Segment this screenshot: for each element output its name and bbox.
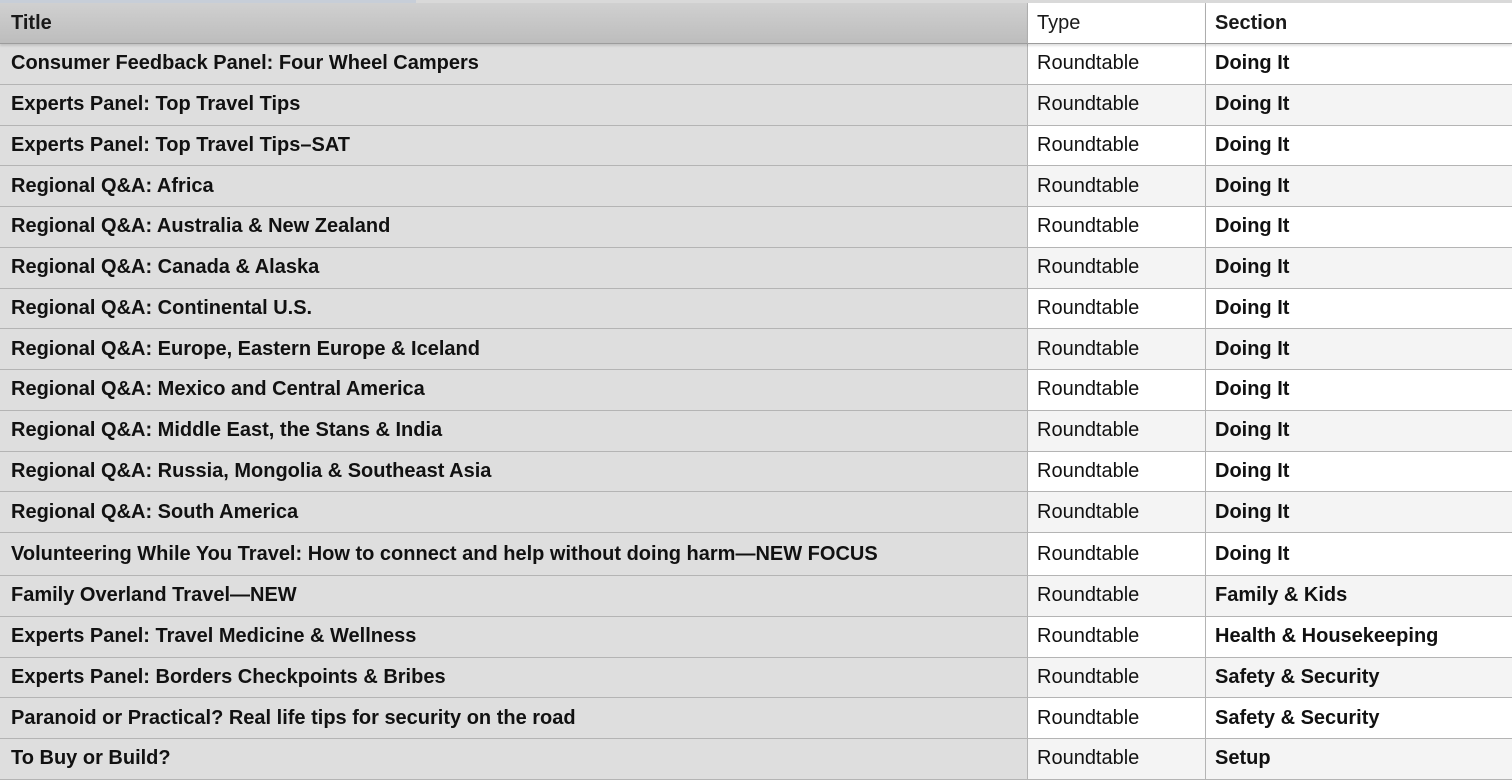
type-cell[interactable]: Roundtable	[1028, 207, 1206, 248]
type-cell[interactable]: Roundtable	[1028, 533, 1206, 576]
type-cell[interactable]: Roundtable	[1028, 698, 1206, 739]
section-cell[interactable]: Doing It	[1206, 452, 1512, 493]
section-cell[interactable]: Doing It	[1206, 370, 1512, 411]
section-cell[interactable]: Family & Kids	[1206, 576, 1512, 617]
section-cell[interactable]: Doing It	[1206, 411, 1512, 452]
title-cell[interactable]: To Buy or Build?	[0, 739, 1028, 780]
section-cell[interactable]: Doing It	[1206, 492, 1512, 533]
type-cell[interactable]: Roundtable	[1028, 370, 1206, 411]
section-cell[interactable]: Setup	[1206, 739, 1512, 780]
title-cell[interactable]: Experts Panel: Borders Checkpoints & Bribes	[0, 658, 1028, 699]
column-header-section[interactable]: Section	[1206, 3, 1512, 44]
type-cell[interactable]: Roundtable	[1028, 126, 1206, 167]
title-cell[interactable]: Regional Q&A: Russia, Mongolia & Southeast Asia	[0, 452, 1028, 493]
title-cell[interactable]: Consumer Feedback Panel: Four Wheel Campers	[0, 44, 1028, 85]
column-header-title[interactable]: Title	[0, 3, 1028, 44]
type-cell[interactable]: Roundtable	[1028, 85, 1206, 126]
type-cell[interactable]: Roundtable	[1028, 411, 1206, 452]
title-cell[interactable]: Experts Panel: Top Travel Tips–SAT	[0, 126, 1028, 167]
section-cell[interactable]: Doing It	[1206, 166, 1512, 207]
title-cell[interactable]: Regional Q&A: Canada & Alaska	[0, 248, 1028, 289]
section-cell[interactable]: Doing It	[1206, 207, 1512, 248]
section-cell[interactable]: Doing It	[1206, 126, 1512, 167]
section-cell[interactable]: Health & Housekeeping	[1206, 617, 1512, 658]
title-cell[interactable]: Regional Q&A: Australia & New Zealand	[0, 207, 1028, 248]
title-cell[interactable]: Regional Q&A: South America	[0, 492, 1028, 533]
type-cell[interactable]: Roundtable	[1028, 658, 1206, 699]
type-cell[interactable]: Roundtable	[1028, 166, 1206, 207]
title-cell[interactable]: Regional Q&A: Continental U.S.	[0, 289, 1028, 330]
title-cell[interactable]: Paranoid or Practical? Real life tips for security on the road	[0, 698, 1028, 739]
type-cell[interactable]: Roundtable	[1028, 617, 1206, 658]
type-cell[interactable]: Roundtable	[1028, 329, 1206, 370]
section-cell[interactable]: Safety & Security	[1206, 658, 1512, 699]
section-cell[interactable]: Doing It	[1206, 248, 1512, 289]
title-cell[interactable]: Experts Panel: Top Travel Tips	[0, 85, 1028, 126]
column-header-type[interactable]: Type	[1028, 3, 1206, 44]
title-cell[interactable]: Regional Q&A: Middle East, the Stans & India	[0, 411, 1028, 452]
section-cell[interactable]: Doing It	[1206, 329, 1512, 370]
type-cell[interactable]: Roundtable	[1028, 289, 1206, 330]
title-cell[interactable]: Regional Q&A: Europe, Eastern Europe & Iceland	[0, 329, 1028, 370]
type-cell[interactable]: Roundtable	[1028, 248, 1206, 289]
type-cell[interactable]: Roundtable	[1028, 44, 1206, 85]
title-cell[interactable]: Regional Q&A: Mexico and Central America	[0, 370, 1028, 411]
title-cell[interactable]: Volunteering While You Travel: How to connect and help without doing harm—NEW FOCUS	[0, 533, 1028, 576]
type-cell[interactable]: Roundtable	[1028, 739, 1206, 780]
section-cell[interactable]: Doing It	[1206, 533, 1512, 576]
section-cell[interactable]: Doing It	[1206, 289, 1512, 330]
section-cell[interactable]: Safety & Security	[1206, 698, 1512, 739]
table-grid	[0, 3, 1512, 780]
type-cell[interactable]: Roundtable	[1028, 576, 1206, 617]
section-cell[interactable]: Doing It	[1206, 44, 1512, 85]
section-cell[interactable]: Doing It	[1206, 85, 1512, 126]
title-cell[interactable]: Regional Q&A: Africa	[0, 166, 1028, 207]
title-cell[interactable]: Experts Panel: Travel Medicine & Wellness	[0, 617, 1028, 658]
type-cell[interactable]: Roundtable	[1028, 492, 1206, 533]
spreadsheet-table	[0, 3, 1512, 780]
title-cell[interactable]: Family Overland Travel—NEW	[0, 576, 1028, 617]
type-cell[interactable]: Roundtable	[1028, 452, 1206, 493]
